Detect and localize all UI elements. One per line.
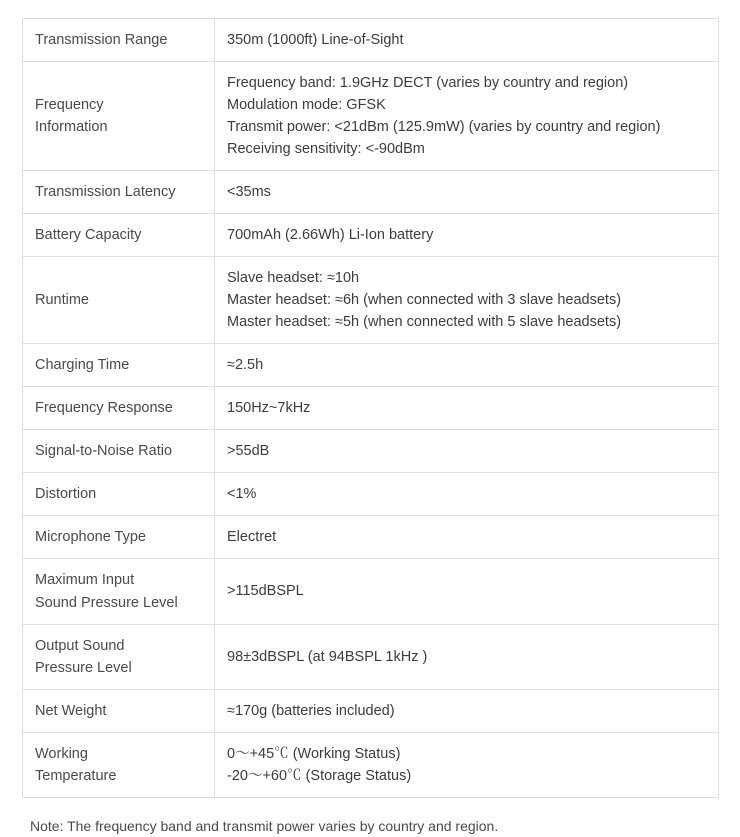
footnote: Note: The frequency band and transmit power varies by country and region. <box>30 817 499 834</box>
spec-label-line: Sound Pressure Level <box>35 594 178 611</box>
spec-value <box>215 344 719 387</box>
table-row <box>23 257 719 344</box>
spec-label <box>23 19 215 62</box>
table-row <box>23 430 719 473</box>
spec-label-line: Transmission Latency <box>35 184 176 201</box>
spec-value <box>215 257 719 344</box>
spec-value <box>215 387 719 430</box>
spec-value-line: <35ms <box>227 184 271 201</box>
table-row <box>23 62 719 171</box>
spec-label <box>23 516 215 559</box>
spec-label-line: Charging Time <box>35 357 130 374</box>
spec-value <box>215 473 719 516</box>
spec-label-line: Frequency Response <box>35 400 173 417</box>
spec-value-line: 700mAh (2.66Wh) Li-Ion battery <box>227 227 434 244</box>
spec-value-line: 0～+45℃ (Working Status) <box>227 745 401 762</box>
spec-value <box>215 19 719 62</box>
spec-label-line: Microphone Type <box>35 529 146 546</box>
spec-value-line: ≈170g (batteries included) <box>227 702 395 719</box>
spec-label <box>23 689 215 732</box>
spec-label <box>23 387 215 430</box>
spec-value-line: >55dB <box>227 443 270 460</box>
table-row <box>23 171 719 214</box>
spec-label-line: Information <box>35 119 108 136</box>
spec-value <box>215 171 719 214</box>
table-row <box>23 559 719 624</box>
table-row <box>23 732 719 797</box>
spec-label <box>23 62 215 171</box>
spec-label <box>23 257 215 344</box>
spec-label-line: Temperature <box>35 767 117 784</box>
table-row <box>23 624 719 689</box>
spec-value-line: Master headset: ≈5h (when connected with 5 slave headsets) <box>227 314 622 331</box>
spec-value-line: 150Hz~7kHz <box>227 400 311 417</box>
spec-label-line: Signal-to-Noise Ratio <box>35 443 173 460</box>
spec-label <box>23 171 215 214</box>
spec-label-line: Working <box>35 745 88 762</box>
table-row <box>23 473 719 516</box>
spec-label <box>23 214 215 257</box>
spec-label-line: Frequency <box>35 97 104 114</box>
spec-value-line: Receiving sensitivity: <-90dBm <box>227 141 425 158</box>
spec-value <box>215 62 719 171</box>
spec-value <box>215 624 719 689</box>
spec-label <box>23 732 215 797</box>
table-row <box>23 214 719 257</box>
spec-value <box>215 516 719 559</box>
spec-value <box>215 689 719 732</box>
spec-label-line: Runtime <box>35 292 89 309</box>
spec-value <box>215 214 719 257</box>
spec-value-line: Modulation mode: GFSK <box>227 97 386 114</box>
spec-label-line: Distortion <box>35 486 97 503</box>
spec-label-line: Net Weight <box>35 702 107 719</box>
spec-label-line: Output Sound <box>35 637 125 654</box>
spec-label <box>23 473 215 516</box>
spec-label <box>23 430 215 473</box>
spec-label <box>23 624 215 689</box>
spec-label-line: Transmission Range <box>35 32 168 48</box>
spec-value <box>215 559 719 624</box>
table-row <box>23 387 719 430</box>
spec-value-line: Master headset: ≈6h (when connected with 3 slave headsets) <box>227 292 622 309</box>
spec-label <box>23 344 215 387</box>
table-row <box>23 689 719 732</box>
spec-value-line: -20～+60℃ (Storage Status) <box>227 767 412 784</box>
spec-value-line: >115dBSPL <box>227 583 304 600</box>
spec-label-line: Maximum Input <box>35 572 135 589</box>
spec-value-line: Electret <box>227 529 277 546</box>
spec-value-line: 350m (1000ft) Line-of-Sight <box>227 32 404 48</box>
table-row <box>23 19 719 62</box>
spec-value-line: Transmit power: <21dBm (125.9mW) (varies by country and region) <box>227 119 661 136</box>
specifications-table <box>22 18 719 798</box>
spec-value-line: <1% <box>227 486 257 503</box>
table-row <box>23 516 719 559</box>
table-row <box>23 344 719 387</box>
spec-value-line: 98±3dBSPL (at 94BSPL 1kHz ) <box>227 648 428 665</box>
spec-label-line: Pressure Level <box>35 659 132 676</box>
spec-label-line: Battery Capacity <box>35 227 142 244</box>
spec-value-line: ≈2.5h <box>227 357 264 374</box>
spec-value <box>215 732 719 797</box>
spec-label <box>23 559 215 624</box>
spec-value-line: Slave headset: ≈10h <box>227 270 360 287</box>
specifications-table-body <box>23 19 719 798</box>
spec-value <box>215 430 719 473</box>
spec-value-line: Frequency band: 1.9GHz DECT (varies by country and region) <box>227 75 629 92</box>
